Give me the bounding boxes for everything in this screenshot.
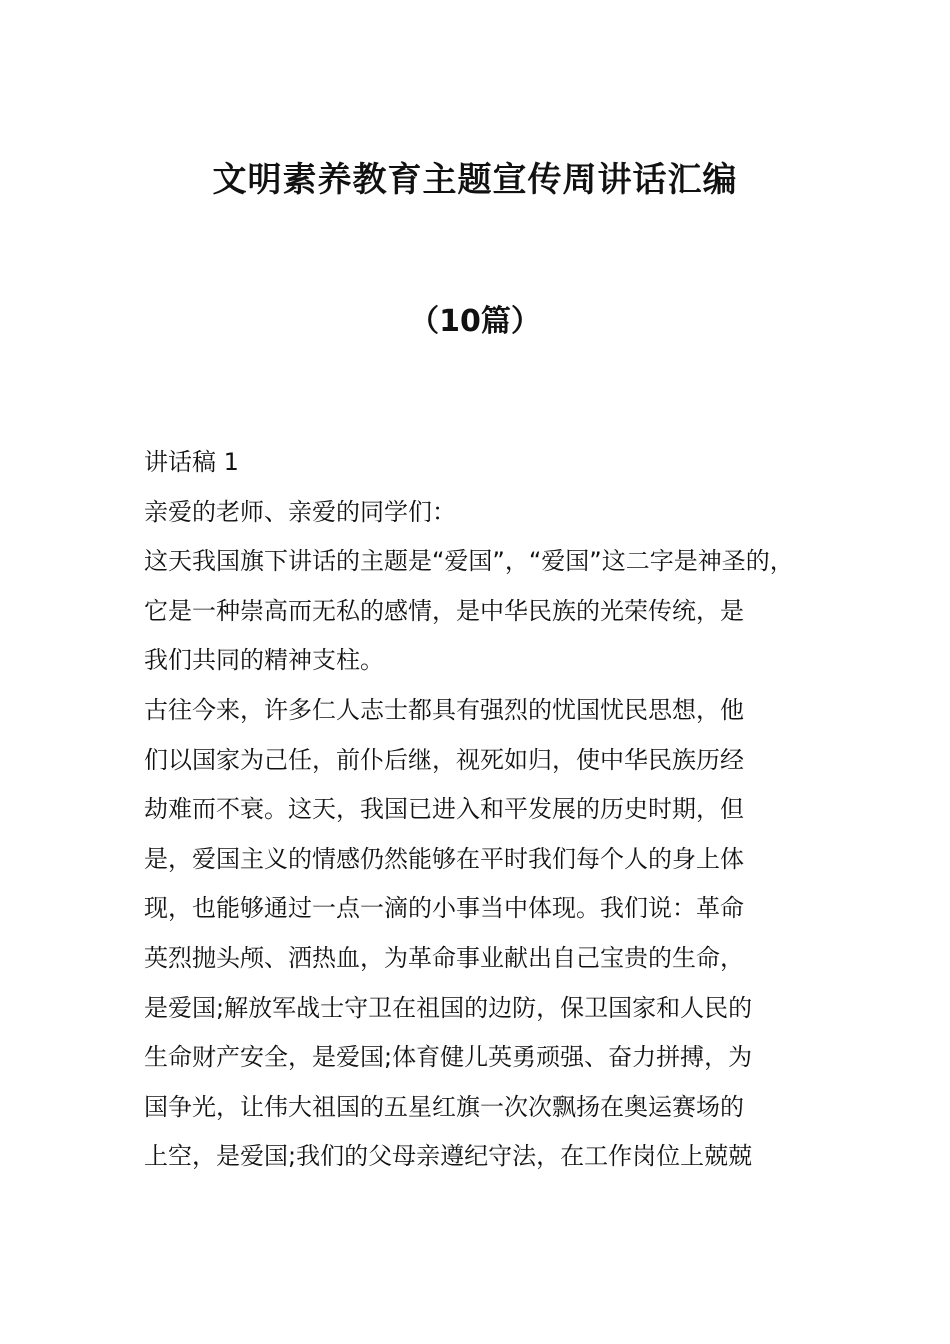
document-body: [144, 438, 844, 1182]
body-line: 是爱国;解放军战士守卫在祖国的边防，保卫国家和人民的: [144, 993, 753, 1022]
body-line: 它是一种崇高而无私的感情，是中华民族的光荣传统，是: [144, 596, 744, 625]
body-line: 生命财产安全，是爱国;体育健儿英勇顽强、奋力拼搏，为: [144, 1043, 753, 1072]
body-line: 我们共同的精神支柱。: [144, 646, 384, 675]
body-line: 这天我国旗下讲话的主题是“爱国”，“爱国”这二字是神圣的，: [144, 547, 794, 576]
body-line: 国争光，让伟大祖国的五星红旗一次次飘扬在奥运赛场的: [144, 1092, 744, 1121]
body-line: 是，爱国主义的情感仍然能够在平时我们每个人的身上体: [144, 844, 744, 873]
salutation: 亲爱的老师、亲爱的同学们：: [144, 497, 456, 526]
body-line: 们以国家为己任，前仆后继，视死如归，使中华民族历经: [144, 745, 744, 774]
body-line: 劫难而不衰。这天，我国已进入和平发展的历史时期，但: [144, 795, 744, 824]
body-line: 上空，是爱国;我们的父母亲遵纪守法，在工作岗位上兢兢: [144, 1142, 753, 1171]
speech-heading: 讲话稿 1: [144, 448, 239, 476]
document-title: 文明素养教育主题宣传周讲话汇编: [212, 160, 738, 200]
body-line: 古往今来，许多仁人志士都具有强烈的忧国忧民思想，他: [144, 695, 744, 724]
body-line: 英烈抛头颅、洒热血，为革命事业献出自己宝贵的生命，: [144, 943, 744, 972]
body-line: 现，也能够通过一点一滴的小事当中体现。我们说：革命: [144, 894, 744, 923]
document-subtitle: （10篇）: [409, 304, 541, 339]
